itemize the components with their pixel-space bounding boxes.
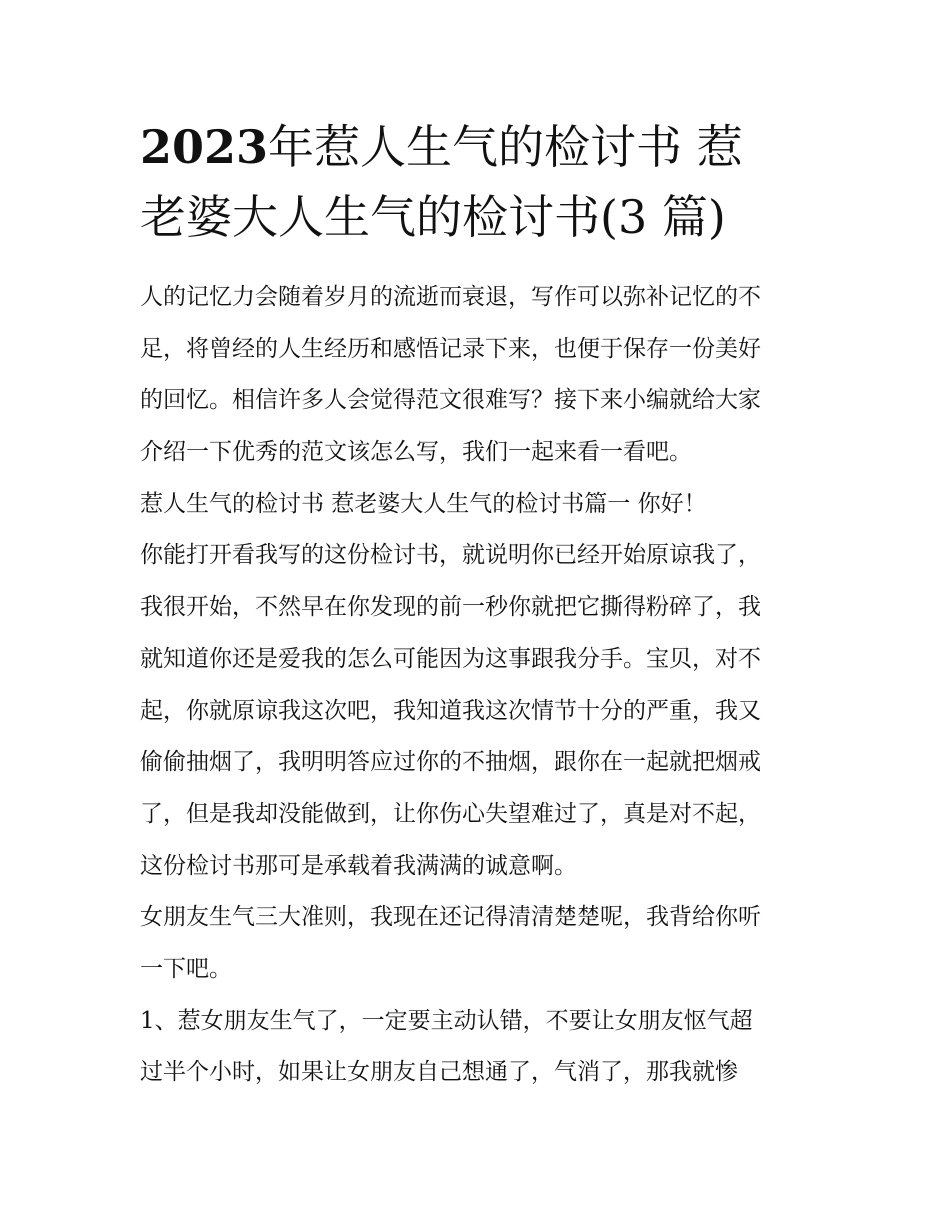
body-line: 1、惹女朋友生气了，一定要主动认错，不要让女朋友怄气超 <box>140 1007 753 1034</box>
title-line-1 <box>140 112 820 182</box>
body-line: 偷偷抽烟了，我明明答应过你的不抽烟，跟你在一起就把烟戒 <box>140 749 761 776</box>
body-line: 就知道你还是爱我的怎么可能因为这事跟我分手。宝贝，对不 <box>140 645 761 672</box>
body-line: 介绍一下优秀的范文该怎么写，我们一起来看一看吧。 <box>140 439 692 466</box>
body-line: 的回忆。相信许多人会觉得范文很难写？接下来小编就给大家 <box>140 387 761 414</box>
body-line: 起，你就原谅我这次吧，我知道我这次情节十分的严重，我又 <box>140 697 761 724</box>
body-line: 一下吧。 <box>140 955 232 982</box>
body-line: 足，将曾经的人生经历和感悟记录下来，也便于保存一份美好 <box>140 335 761 362</box>
document-body <box>140 272 820 1099</box>
body-line: 我很开始，不然早在你发现的前一秒你就把它撕得粉碎了，我 <box>140 594 761 621</box>
title-line-1-text: 年惹人生气的检讨书 惹 <box>268 120 743 174</box>
title-line-2 <box>140 182 820 252</box>
body-line: 过半个小时，如果让女朋友自己想通了，气消了，那我就惨 <box>140 1059 738 1086</box>
title-year: 2023 <box>140 120 269 174</box>
body-line: 女朋友生气三大准则，我现在还记得清清楚楚呢，我背给你听 <box>140 904 761 931</box>
body-line: 惹人生气的检讨书 惹老婆大人生气的检讨书篇一 你好！ <box>140 490 707 517</box>
body-line: 你能打开看我写的这份检讨书，就说明你已经开始原谅我了， <box>140 542 761 569</box>
body-line: 了，但是我却没能做到，让你伤心失望难过了，真是对不起， <box>140 800 761 827</box>
body-line: 人的记忆力会随着岁月的流逝而衰退，写作可以弥补记忆的不 <box>140 284 761 310</box>
body-line: 这份检讨书那可是承载着我满满的诚意啊。 <box>140 852 577 879</box>
title-line-2-text: 老婆大人生气的检讨书(3 篇) <box>140 190 726 244</box>
document-title <box>140 112 820 252</box>
